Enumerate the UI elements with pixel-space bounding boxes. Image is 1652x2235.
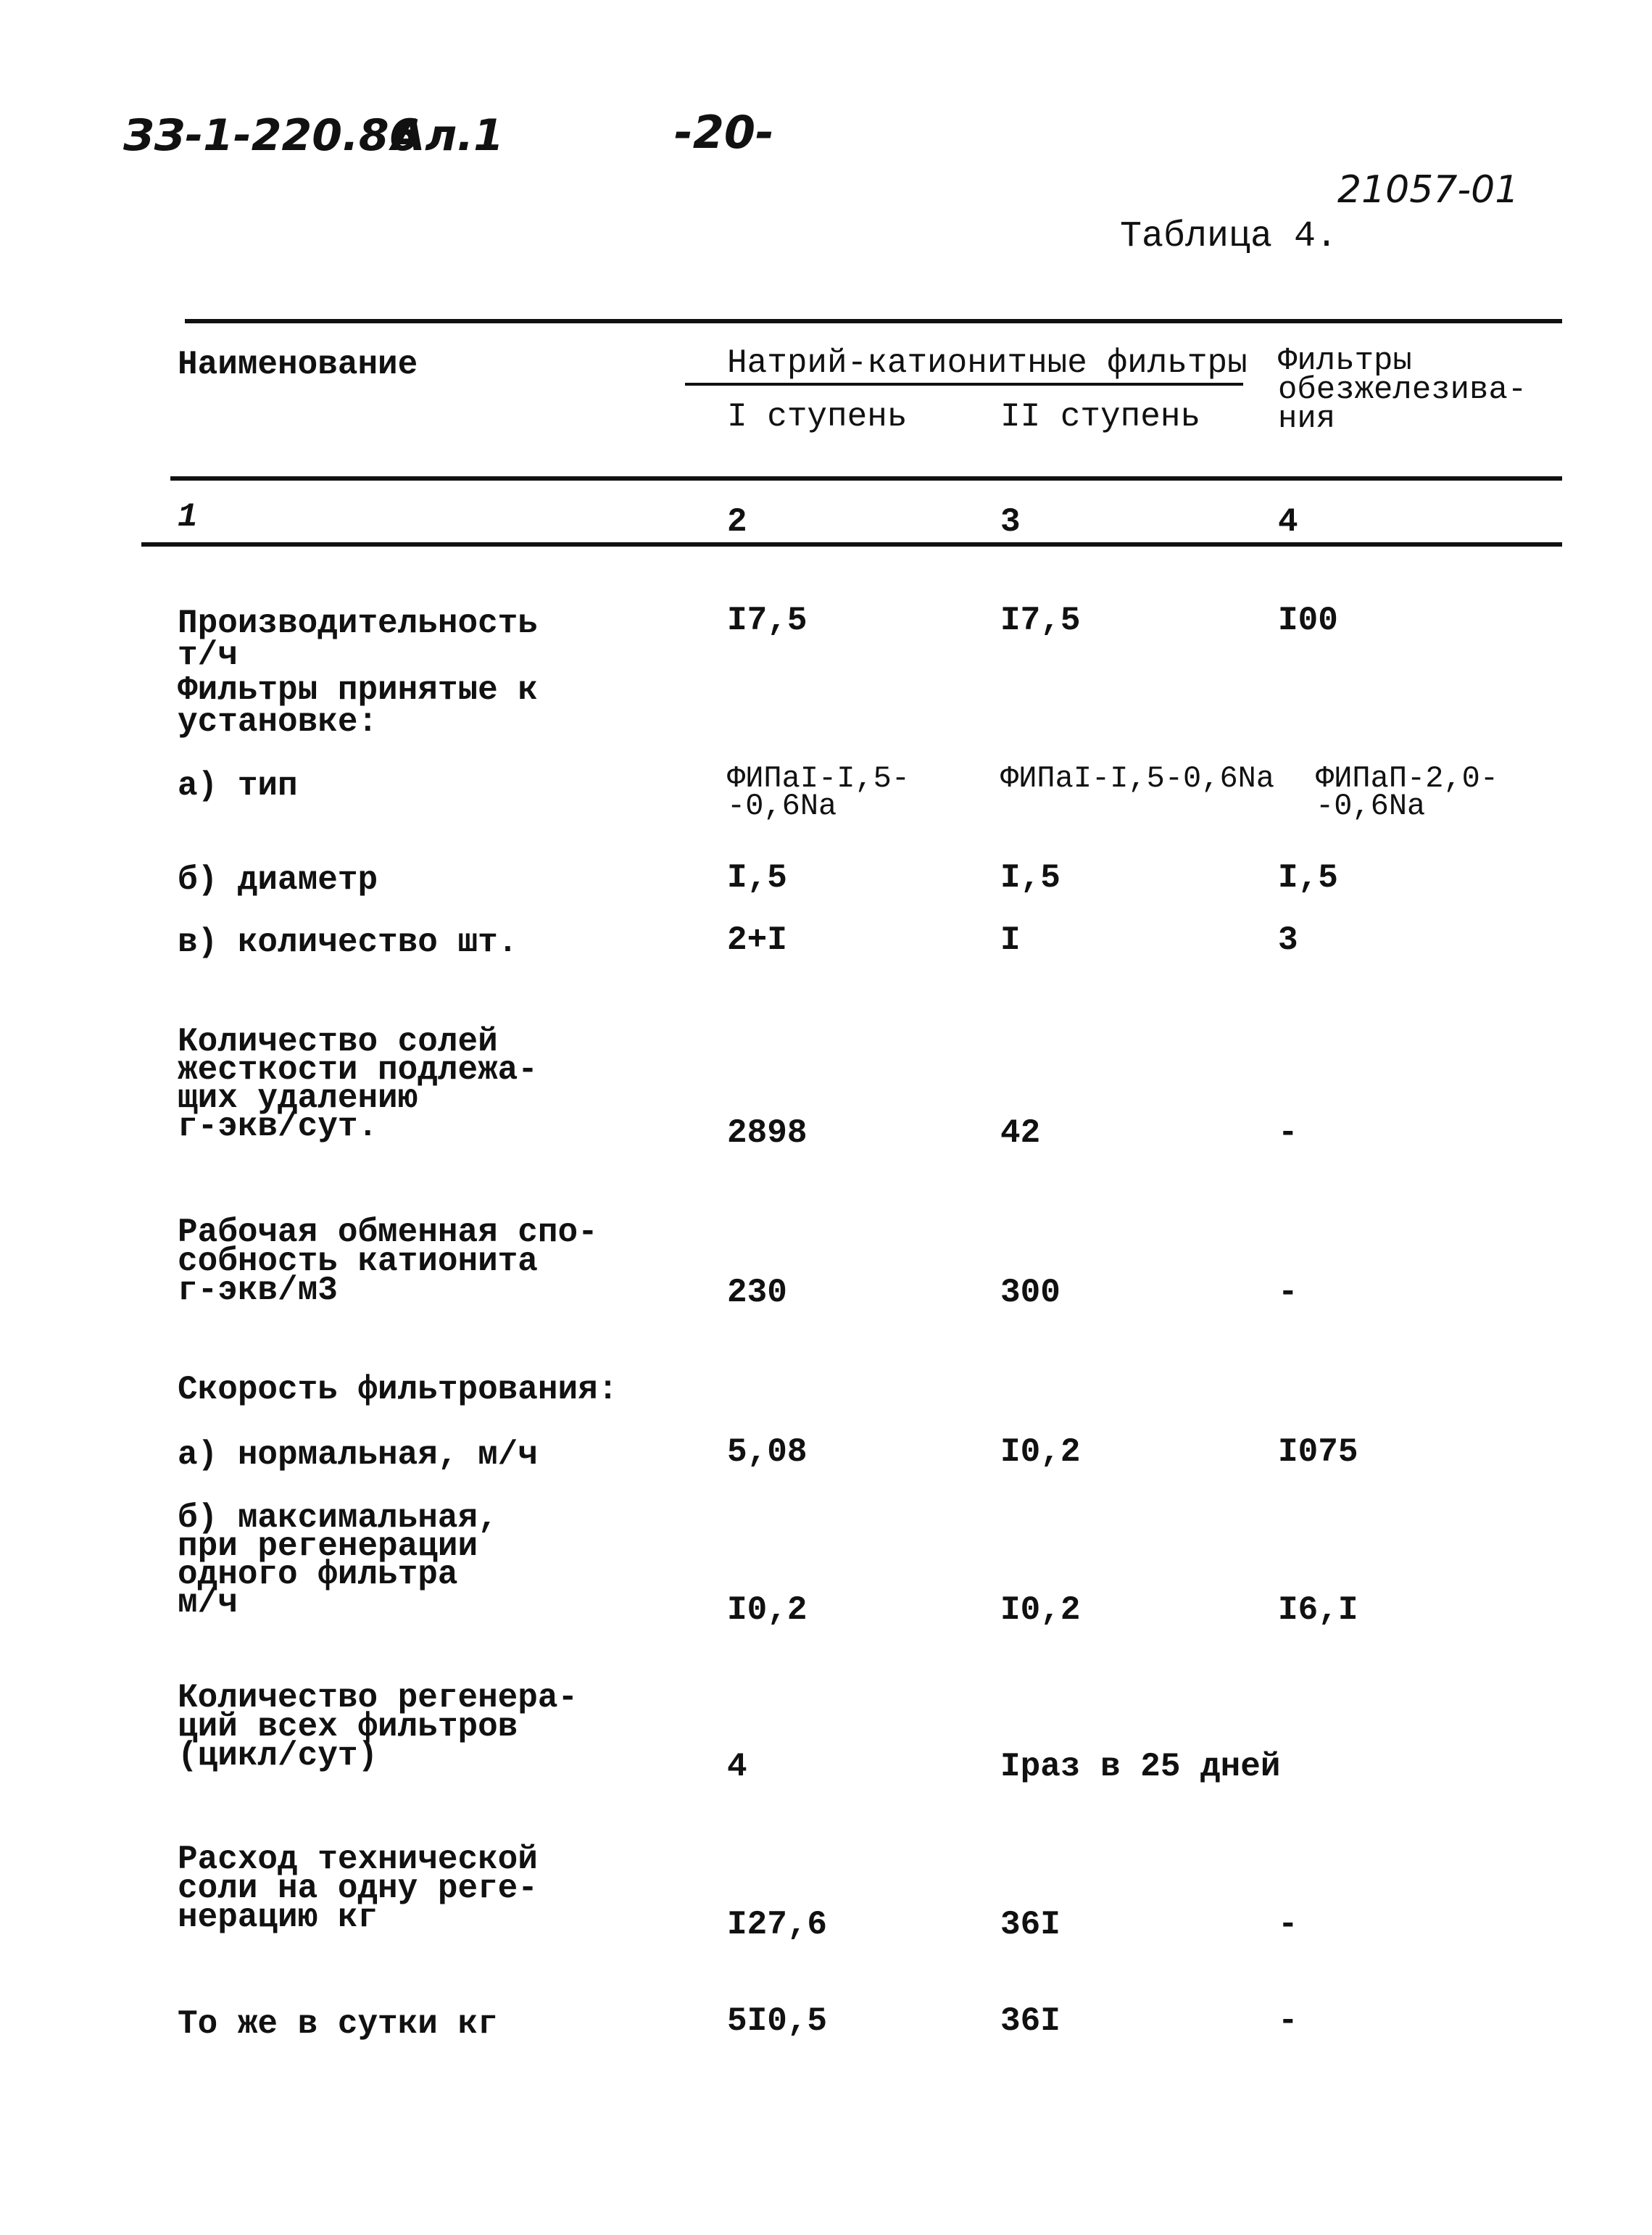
row-label: То же в сутки кг <box>178 2005 498 2043</box>
row-value-c2: I,5 <box>727 859 787 897</box>
row-value-c4: - <box>1278 1274 1298 1311</box>
row-value-c3: 36I <box>1000 2002 1060 2040</box>
row-label: Количество регенера- ций всех фильтров (цикл/сут) <box>178 1679 578 1775</box>
row-value-c3: 300 <box>1000 1274 1060 1311</box>
row-value-c3: I0,2 <box>1000 1433 1081 1471</box>
page-number: -20- <box>674 106 774 159</box>
row-value-c2: 2898 <box>727 1114 808 1152</box>
row-label: Рабочая обменная спо- собность катионита г-экв/м3 <box>178 1214 598 1309</box>
col-number-4: 4 <box>1278 503 1298 541</box>
row-value-c4: - <box>1278 2002 1298 2040</box>
col-number-1: 1 <box>178 498 198 536</box>
row-value-c4: - <box>1278 1114 1298 1152</box>
row-label: а) нормальная, м/ч <box>178 1436 538 1474</box>
header-name: Наименование <box>178 346 418 383</box>
row-value-c2: 4 <box>727 1748 747 1786</box>
row-label: б) максимальная, при регенерации одного фильтра м/ч <box>178 1499 498 1622</box>
row-label: Скорость фильтрования: <box>178 1371 618 1409</box>
row-value-c3: Iраз в 25 дней <box>1000 1748 1281 1786</box>
row-value-c3: 36I <box>1000 1906 1060 1944</box>
row-value-c2: I7,5 <box>727 602 808 639</box>
row-value-c4: I6,I <box>1278 1591 1358 1629</box>
group-underline <box>685 383 1243 386</box>
row-value-c2: I0,2 <box>727 1591 808 1629</box>
row-label: Фильтры принятые к установке: <box>178 671 538 741</box>
header-stage-1: I ступень <box>727 398 908 436</box>
row-value-c3: 42 <box>1000 1114 1041 1152</box>
header-iron-filters: Фильтры обезжелезива- ния <box>1278 343 1527 437</box>
row-label: б) диаметр <box>178 861 378 899</box>
row-value-c4: I,5 <box>1278 859 1338 897</box>
row-label: Расход технической соли на одну реге- нерацию кг <box>178 1841 538 1936</box>
row-value-c2: 5I0,5 <box>727 2002 828 2040</box>
row-value-c2: 230 <box>727 1274 787 1311</box>
row-value-c3: ФИПаI-I,5-0,6Na <box>1000 761 1275 796</box>
header-na-group: Натрий-катионитные фильтры <box>727 344 1248 382</box>
row-value-c3: I0,2 <box>1000 1591 1081 1629</box>
row-label: в) количество шт. <box>178 924 518 961</box>
doc-code: ЗЗ-1-220.86 <box>123 110 420 161</box>
column-number-rule <box>141 542 1562 547</box>
col-number-3: 3 <box>1000 503 1021 541</box>
row-value-c3: I <box>1000 921 1021 959</box>
row-label: а) тип <box>178 767 298 805</box>
row-value-c4: ФИПаП-2,0- -0,6Na <box>1316 761 1499 824</box>
sheet-number: Ал.1 <box>391 110 504 161</box>
row-value-c3: I7,5 <box>1000 602 1081 639</box>
row-value-c2: ФИПаI-I,5- -0,6Na <box>727 761 910 824</box>
table-caption: Таблица 4. <box>1120 216 1338 257</box>
col-number-2: 2 <box>727 503 747 541</box>
row-value-c4: - <box>1278 1906 1298 1944</box>
header-stage-2: II ступень <box>1000 398 1201 436</box>
row-value-c4: I00 <box>1278 602 1338 639</box>
reference-number: 21057-01 <box>1337 168 1519 212</box>
row-value-c2: I27,6 <box>727 1906 828 1944</box>
row-value-c2: 2+I <box>727 921 787 959</box>
row-value-c4: 3 <box>1278 921 1298 959</box>
row-value-c3: I,5 <box>1000 859 1060 897</box>
header-bottom-rule <box>170 476 1562 481</box>
row-label: Количество солей жесткости подлежа- щих удалению г-экв/сут. <box>178 1023 538 1145</box>
row-label: Производительность т/ч <box>178 605 538 674</box>
row-value-c4: I075 <box>1278 1433 1358 1471</box>
row-value-c2: 5,08 <box>727 1433 808 1471</box>
table-top-rule <box>185 319 1562 323</box>
